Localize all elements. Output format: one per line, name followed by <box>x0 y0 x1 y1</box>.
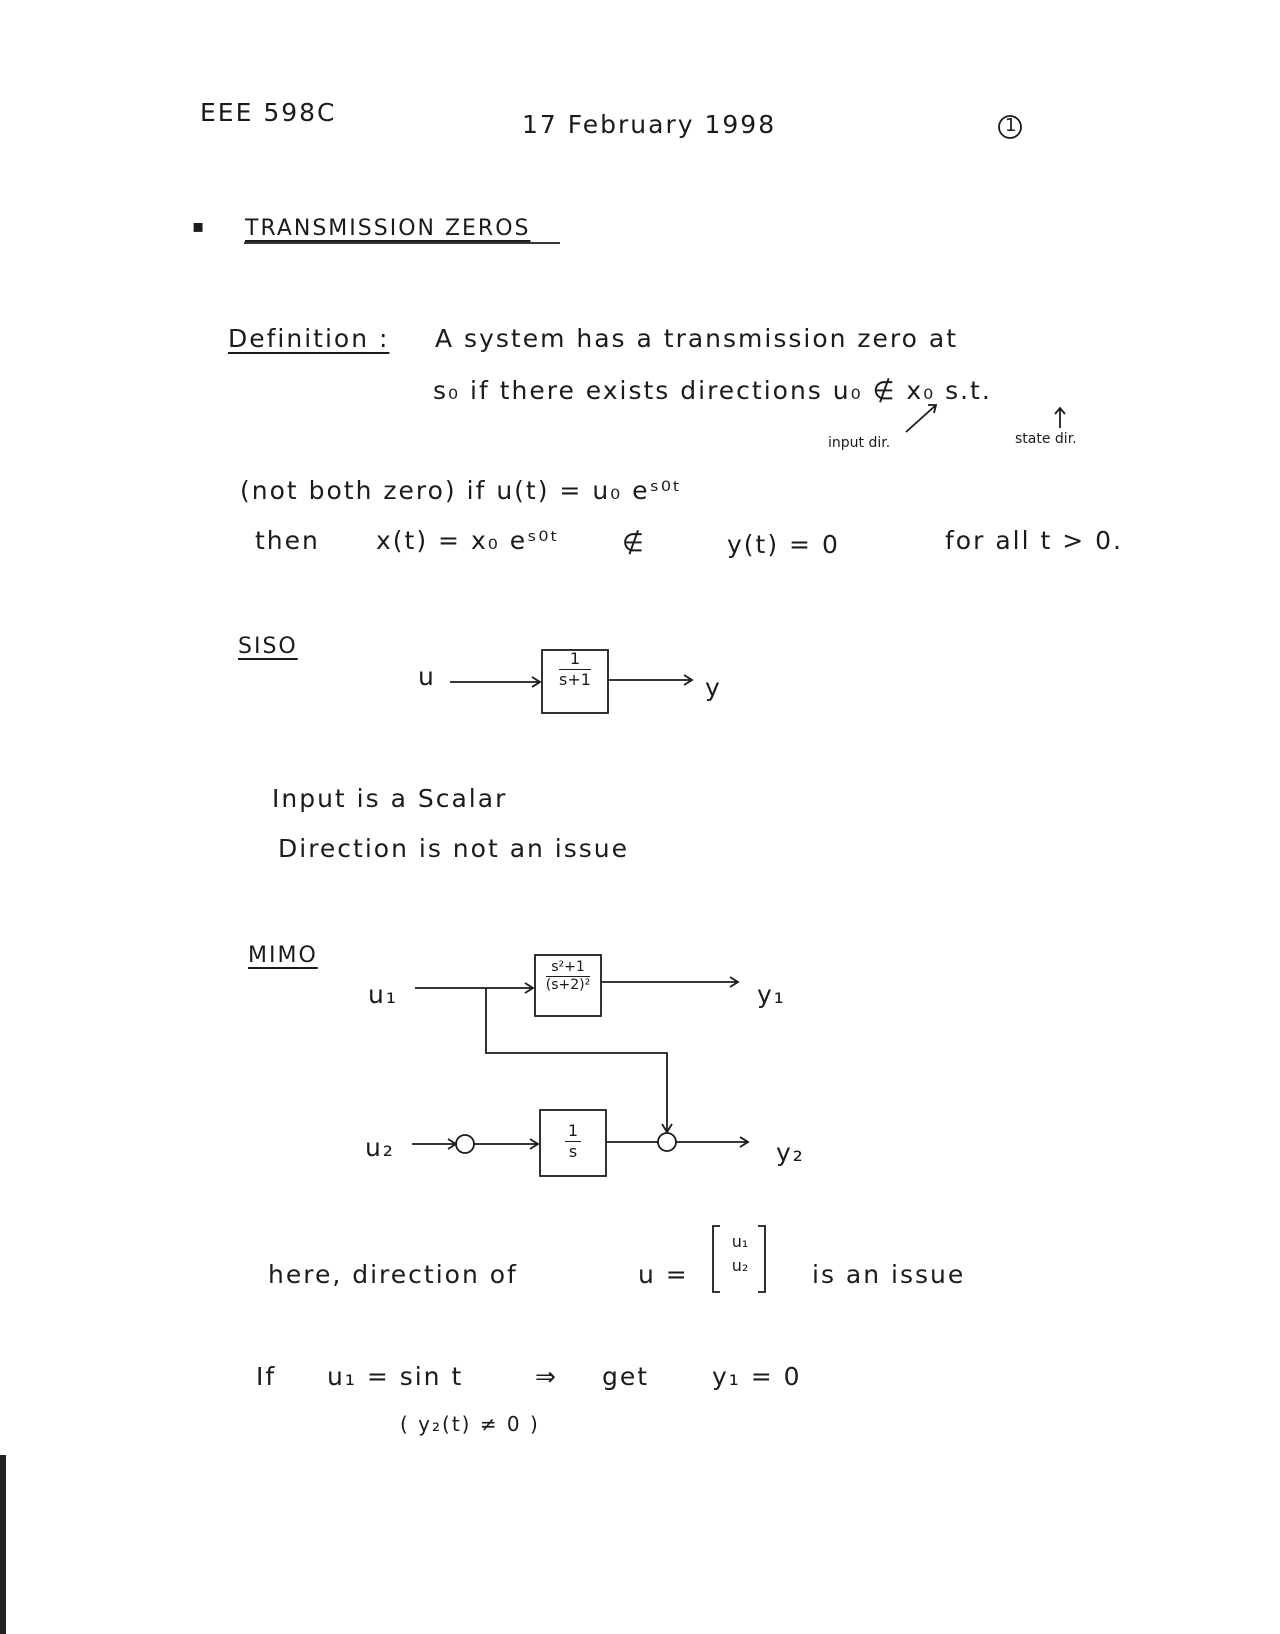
scan-edge-shadow <box>0 1455 6 1634</box>
closing-condition: u₁ = sin t <box>327 1362 464 1391</box>
definition-then: then <box>255 526 320 555</box>
lecture-date: 17 February 1998 <box>522 110 777 139</box>
section-title: TRANSMISSION ZEROS <box>245 216 531 241</box>
mimo-input-2-label: u₂ <box>365 1133 395 1162</box>
siso-input-label: u <box>418 662 436 691</box>
input-direction-note: input dir. <box>828 435 891 451</box>
page-number: 1 <box>1005 115 1018 136</box>
definition-label: Definition : <box>228 324 390 353</box>
siso-label: SISO <box>238 634 298 659</box>
closing-implies: ⇒ <box>535 1362 558 1391</box>
siso-output-label: y <box>705 673 722 702</box>
definition-and: ∉ <box>622 528 646 557</box>
vector-bracket-left <box>713 1226 720 1292</box>
mimo-tf-2-numerator: 1 <box>565 1122 581 1142</box>
mimo-input-1-label: u₁ <box>368 980 398 1009</box>
closing-if: If <box>256 1362 277 1391</box>
siso-note-2: Direction is not an issue <box>278 834 630 863</box>
closing-aside: ( y₂(t) ≠ 0 ) <box>400 1412 540 1436</box>
definition-state-solution: x(t) = x₀ eˢ⁰ᵗ <box>376 526 560 555</box>
mimo-note-pre: here, direction of <box>268 1260 518 1289</box>
input-vector-top: u₁ <box>731 1232 749 1251</box>
siso-tf-numerator: 1 <box>559 650 591 670</box>
bullet-icon: ▪ <box>192 216 207 237</box>
mimo-block-2 <box>540 1110 606 1176</box>
definition-output-zero: y(t) = 0 <box>727 530 840 559</box>
siso-tf-denominator: s+1 <box>559 669 591 689</box>
vector-bracket-right <box>758 1226 765 1292</box>
siso-note-1: Input is a Scalar <box>272 784 508 813</box>
mimo-label: MIMO <box>248 943 318 968</box>
input-direction-arrow <box>906 405 936 432</box>
closing-result: y₁ = 0 <box>712 1362 802 1391</box>
mimo-block-1 <box>535 955 601 1016</box>
mimo-tf-2-denominator: s <box>568 1141 578 1161</box>
mimo-note-post: is an issue <box>812 1260 966 1289</box>
mimo-output-2-label: y₂ <box>776 1138 805 1167</box>
mimo-tf-1-denominator: (s+2)² <box>545 977 591 994</box>
definition-line-3: (not both zero) if u(t) = u₀ eˢ⁰ᵗ <box>240 476 683 505</box>
input-vector-bottom: u₂ <box>731 1256 749 1275</box>
mimo-output-1-label: y₁ <box>757 980 786 1009</box>
closing-get: get <box>602 1362 650 1391</box>
mimo-tf-1-numerator: s²+1 <box>546 960 590 977</box>
state-direction-note: state dir. <box>1015 431 1077 447</box>
definition-line-1: A system has a transmission zero at <box>435 324 959 353</box>
definition-line-2: s₀ if there exists directions u₀ ∉ x₀ s.t. <box>433 376 992 405</box>
course-code: EEE 598C <box>200 98 337 127</box>
page-number-circle <box>999 116 1021 138</box>
summing-junction-2 <box>658 1133 676 1151</box>
mimo-note-u: u = <box>638 1260 689 1289</box>
siso-block <box>542 650 608 713</box>
summing-junction-1 <box>456 1135 474 1153</box>
definition-for-all: for all t > 0. <box>945 526 1123 555</box>
